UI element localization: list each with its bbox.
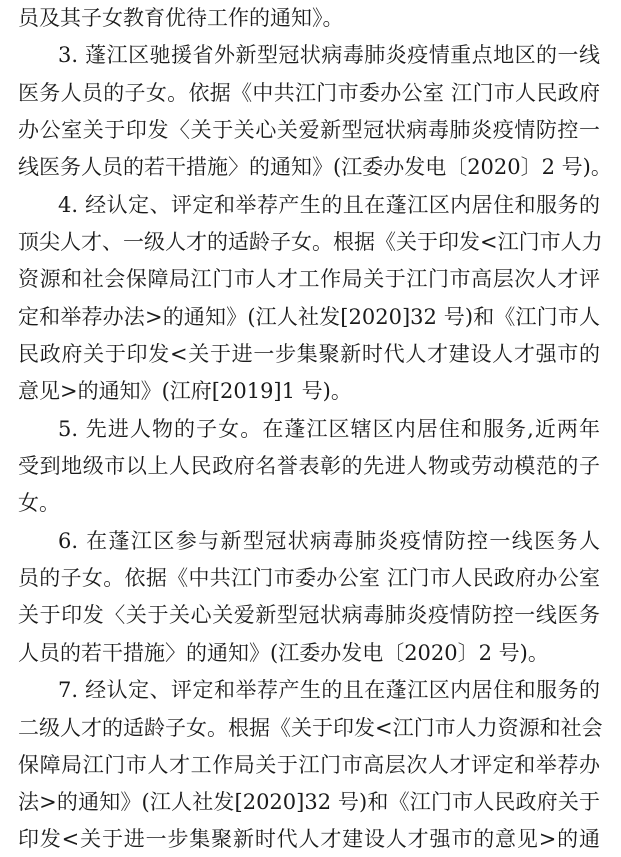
list-item-6-start: 6. 在蓬江区参与新型冠状病毒肺炎疫情防控一线医务人 xyxy=(58,529,600,553)
text-line: 民政府关于印发<关于进一步集聚新时代人才建设人才强市的 xyxy=(18,342,600,366)
text-line: 印发<关于进一步集聚新时代人才建设人才强市的意见>的通 xyxy=(18,827,600,851)
text-line: 人员的若干措施〉的通知》(江委办发电〔2020〕2 号)。 xyxy=(18,641,549,665)
text-line: 顶尖人才、一级人才的适龄子女。根据《关于印发<江门市人力 xyxy=(18,230,603,254)
text-line: 线医务人员的若干措施〉的通知》(江委办发电〔2020〕2 号)。 xyxy=(18,155,612,179)
list-item-7-start: 7. 经认定、评定和举荐产生的且在蓬江区内居住和服务的 xyxy=(58,678,600,702)
list-item-3-start: 3. 蓬江区驰援省外新型冠状病毒肺炎疫情重点地区的一线 xyxy=(58,43,600,67)
text-line: 资源和社会保障局江门市人才工作局关于江门市高层次人才评 xyxy=(18,267,600,291)
text-line: 员及其子女教育优待工作的通知》。 xyxy=(18,6,344,30)
text-line: 受到地级市以上人民政府名誉表彰的先进人物或劳动模范的子 xyxy=(18,454,600,478)
text-line: 定和举荐办法>的通知》(江人社发[2020]32 号)和《江门市人 xyxy=(18,305,600,329)
text-line: 办公室关于印发〈关于关心关爱新型冠状病毒肺炎疫情防控一 xyxy=(18,118,600,142)
text-line: 关于印发〈关于关心关爱新型冠状病毒肺炎疫情防控一线医务 xyxy=(18,603,600,627)
text-line: 员的子女。依据《中共江门市委办公室 江门市人民政府办公室 xyxy=(18,566,600,590)
list-item-4-start: 4. 经认定、评定和举荐产生的且在蓬江区内居住和服务的 xyxy=(58,193,600,217)
text-line: 意见>的通知》(江府[2019]1 号)。 xyxy=(18,379,352,403)
list-item-5-start: 5. 先进人物的子女。在蓬江区辖区内居住和服务,近两年 xyxy=(58,417,600,441)
text-line: 女。 xyxy=(18,491,60,515)
text-line: 法>的通知》(江人社发[2020]32 号)和《江门市人民政府关于 xyxy=(18,790,600,814)
text-line: 保障局江门市人才工作局关于江门市高层次人才评定和举荐办 xyxy=(18,753,600,777)
text-line: 二级人才的适龄子女。根据《关于印发<江门市人力资源和社会 xyxy=(18,716,603,740)
text-line: 医务人员的子女。依据《中共江门市委办公室 江门市人民政府 xyxy=(18,81,600,105)
